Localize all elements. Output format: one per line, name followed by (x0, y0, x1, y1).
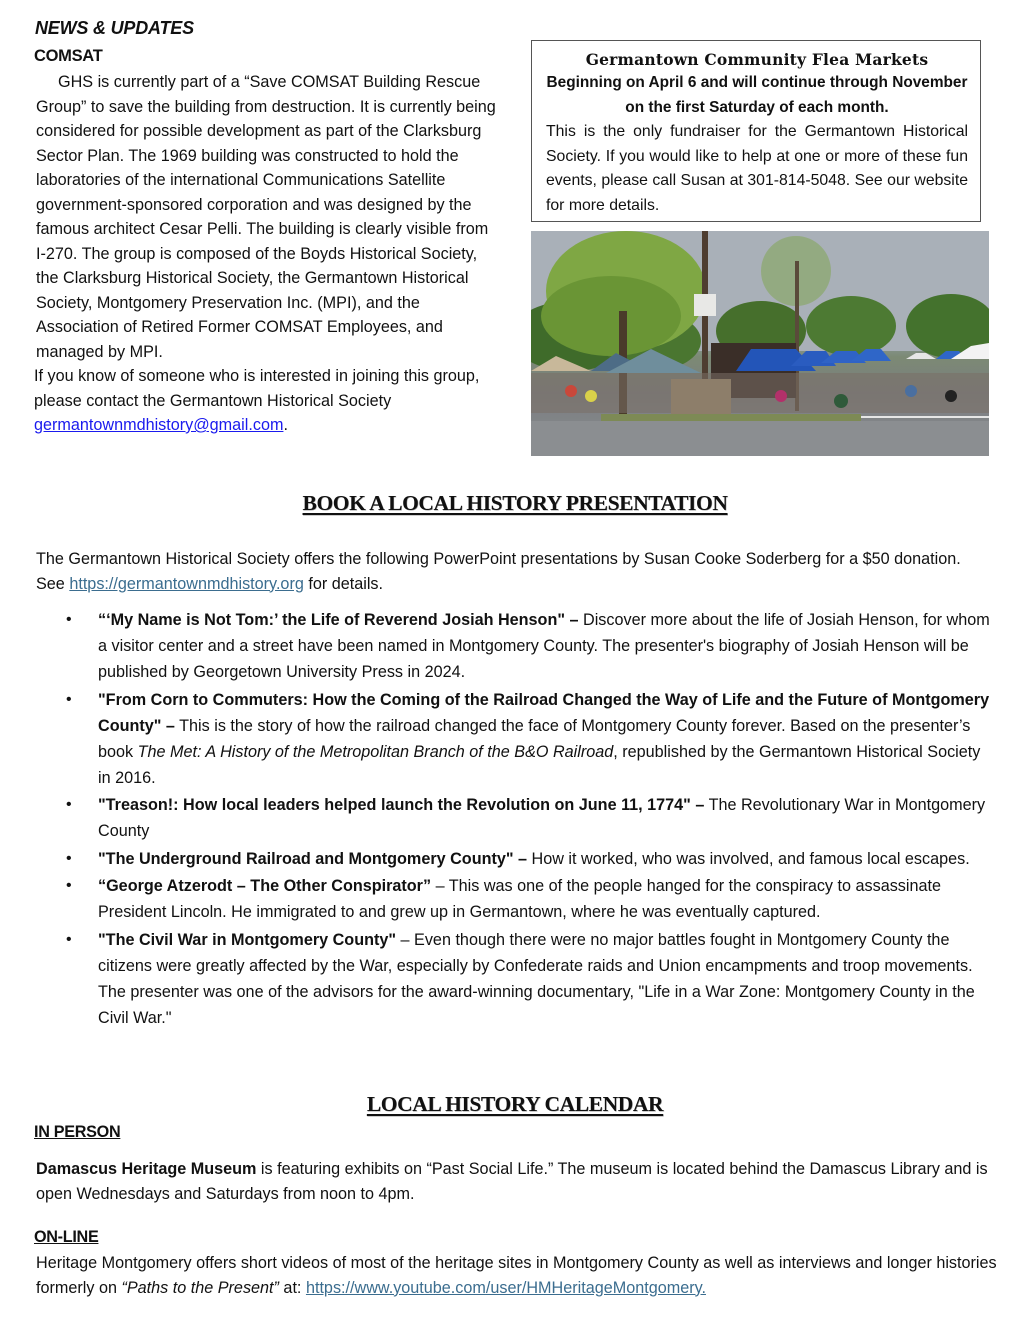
book-presentation-title: BOOK A LOCAL HISTORY PRESENTATION (302, 491, 728, 515)
comsat-contact (34, 364, 502, 438)
presentation-title: "The Underground Railroad and Montgomery County" – (98, 849, 528, 868)
website-link[interactable]: https://germantownmdhistory.org (69, 574, 304, 593)
book-presentation-intro (36, 547, 986, 596)
intro-text: The Germantown Historical Society offers the following PowerPoint presentations by Susan Cooke Soderberg for a $50 donation. See (36, 550, 961, 593)
presentation-item (36, 873, 996, 925)
presentation-description-end: , republished by the Germantown Historical Society in 2016. (98, 742, 981, 787)
presentation-title: "The Civil War in Montgomery County" (98, 930, 397, 949)
presentation-item (36, 792, 996, 844)
comsat-contact-text: If you know of someone who is interested in joining this group, please contact the Germantown Historical Society (34, 367, 480, 410)
flea-market-title: Germantown Community Flea Markets (585, 50, 929, 69)
in-person-event (36, 1157, 996, 1206)
online-description: Heritage Montgomery offers short videos of most of the heritage sites in Montgomery County as well as interviews and longer histories formerly on (36, 1254, 997, 1297)
venue-description: is featuring exhibits on “Past Social Life.” The museum is located behind the Damascus Library and is open Wednesdays and Saturdays from noon to 4pm. (36, 1160, 988, 1203)
online-description-mid: at: (278, 1278, 306, 1297)
flea-market-photo (531, 231, 989, 456)
news-updates-heading: NEWS & UPDATES (35, 18, 194, 38)
flea-market-subtitle: Beginning on April 6 and will continue through November on the first Saturday of each month. (546, 74, 968, 116)
presentation-description: The Revolutionary War in Montgomery County (98, 796, 986, 840)
presentation-item (36, 846, 996, 872)
presentation-item (36, 687, 996, 791)
calendar-title: LOCAL HISTORY CALENDAR (366, 1092, 664, 1116)
presentation-title: "From Corn to Commuters: How the Coming of the Railroad Changed the Way of Life and the Future of Montgomery County" – (98, 690, 990, 735)
presentation-description: – This was one of the people hanged for the conspiracy to assassinate President Lincoln. He immigrated to and grew up in Germantown, where he was eventually captured. (98, 877, 942, 921)
flea-market-box (531, 40, 981, 222)
online-label: ON-LINE (34, 1228, 99, 1246)
in-person-label: IN PERSON (34, 1123, 121, 1141)
flea-market-body: This is the only fundraiser for the Germantown Historical Society. If you would like to help at one or more of these fun events, please call Susan at 301-814-5048. See our website for more details. (546, 123, 968, 214)
bullet-icon: • (66, 849, 72, 867)
presentation-description: – Even though there were no major battles fought in Montgomery County the citizens were greatly affected by the War, especially by Confederate raids and Union encampments and troop movements. The presenter was one of the advisors for the award-winning documentary, "Life in a War Zone: Montgomery County in the Civil War." (98, 930, 975, 1027)
presentation-description: How it worked, who was involved, and famous local escapes. (527, 849, 970, 868)
comsat-article (36, 70, 502, 438)
bullet-icon: • (66, 877, 72, 894)
venue-name: Damascus Heritage Museum (36, 1160, 257, 1178)
book-title: The Met: A History of the Metropolitan Branch of the B&O Railroad (137, 742, 614, 761)
presentation-list (36, 607, 996, 1032)
bullet-icon: • (66, 690, 72, 708)
comsat-paragraph: GHS is currently part of a “Save COMSAT Building Rescue Group” to save the building from destruction. It is currently being considered for possible development as part of the Clarksburg Sector Plan. The 1969 building was constructed to hold the laboratories of the international Communications Satellite government-sponsored corporation and was designed by the famous architect Cesar Pelli. The building is clearly visible from I-270. The group is composed of the Boyds Historical Society, the Clarksburg Historical Society, the Germantown Historical Society, Montgomery Preservation Inc. (MPI), and the Association of Retired Former COMSAT Employees, and managed by MPI. (36, 73, 496, 361)
youtube-link[interactable]: https://www.youtube.com/user/HMHeritageMontgomery. (305, 1278, 706, 1297)
show-title: “Paths to the Present” (121, 1278, 279, 1297)
bullet-icon: • (66, 930, 72, 948)
presentation-description: Discover more about the life of Josiah Henson, for whom a visitor center and a street have been named in Montgomery County. The presenter's biography of Josiah Henson will be published by Georgetown University Press in 2024. (98, 611, 990, 681)
presentation-title: “George Atzerodt – The Other Conspirator” (98, 877, 432, 895)
intro-suffix: for details. (303, 574, 384, 593)
email-suffix: . (283, 416, 288, 434)
flea-market-photo-illustration (531, 231, 989, 456)
comsat-heading: COMSAT (34, 47, 103, 65)
bullet-icon: • (66, 611, 72, 628)
presentation-item (36, 607, 996, 685)
bullet-icon: • (66, 796, 72, 813)
online-resource (36, 1251, 1006, 1300)
presentation-description: This is the story of how the railroad changed the face of Montgomery County forever. Based on the presenter’s book (98, 716, 971, 761)
email-link[interactable]: germantownmdhistory@gmail.com (34, 416, 284, 434)
presentation-title: "Treason!: How local leaders helped launch the Revolution on June 11, 1774" – (98, 796, 705, 814)
presentation-title: “‘My Name is Not Tom:’ the Life of Reverend Josiah Henson" – (98, 611, 579, 629)
presentation-item (36, 927, 996, 1031)
